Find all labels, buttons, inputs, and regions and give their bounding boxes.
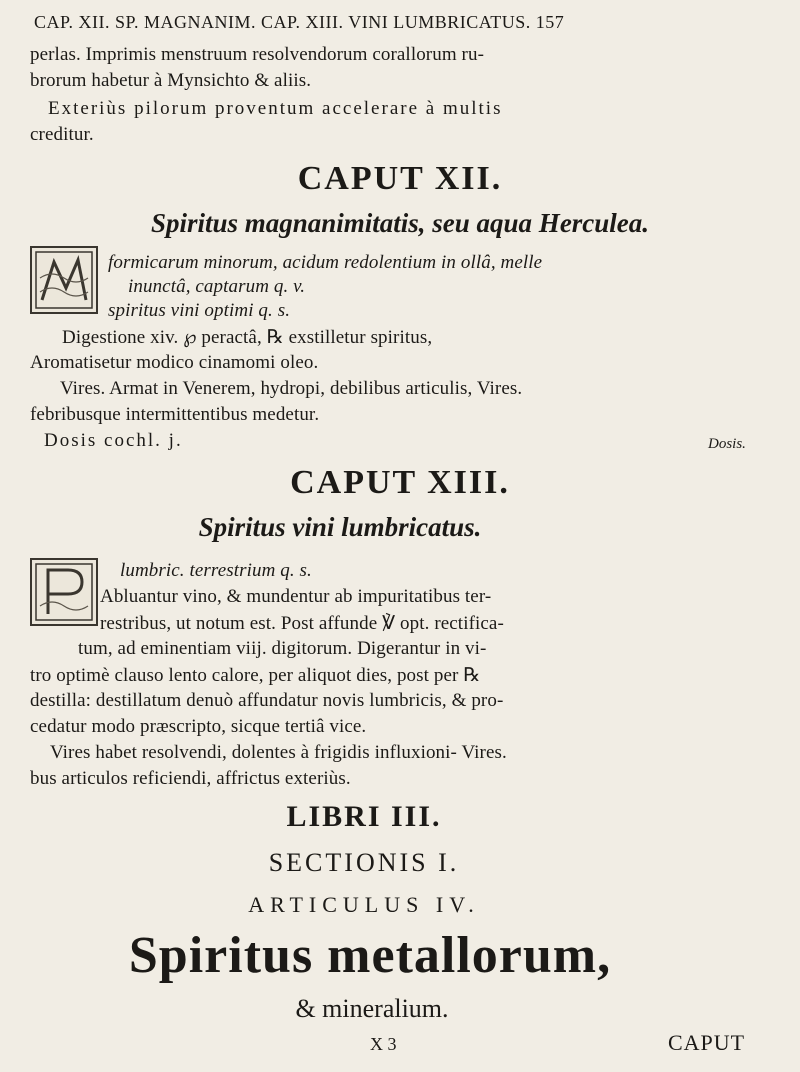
- chapter-heading-xii: CAPUT XII.: [297, 160, 503, 197]
- text-line: Abluantur vino, & mundentur ab impuritatibus ter-: [100, 586, 492, 607]
- text-line: Vires. Armat in Venerem, hydropi, debilibus articulis, Vires.: [60, 378, 523, 399]
- signature-mark: X 3: [370, 1034, 397, 1054]
- catchword: CAPUT: [668, 1030, 746, 1055]
- ingredient-line: spiritus vini optimi q. s.: [108, 300, 291, 321]
- text-line: perlas. Imprimis menstruum resolvendorum corallorum ru-: [30, 44, 485, 65]
- text-line: Exteriùs pilorum proventum accelerare à multis: [48, 98, 503, 119]
- main-title: Spiritus metallorum,: [128, 927, 612, 984]
- ingredient-line: lumbric. terrestrium q. s.: [120, 560, 312, 581]
- text-line: febribusque intermittentibus medetur.: [30, 404, 320, 425]
- book-heading: LIBRI III.: [286, 800, 442, 833]
- text-line: creditur.: [30, 124, 94, 145]
- text-line: restribus, ut notum est. Post affunde ℣ opt. rectifica-: [100, 613, 504, 634]
- text-line: Vires habet resolvendi, dolentes à frigidis influxioni- Vires.: [50, 742, 507, 763]
- text-line: Dosis cochl. j.: [44, 430, 183, 451]
- ingredient-line: inunctâ, captarum q. v.: [128, 276, 306, 297]
- text-line: destilla: destillatum denuò affundatur novis lumbricis, & pro-: [30, 690, 504, 711]
- margin-note-dosis: Dosis.: [708, 436, 746, 452]
- text-line: Digestione xiv. ℘ peractâ, ℞ exstilletur spiritus,: [62, 327, 433, 348]
- ingredient-line: formicarum minorum, acidum redolentium in ollâ, melle: [108, 252, 543, 273]
- running-head: CAP. XII. SP. MAGNANIM. CAP. XIII. VINI LUMBRICATUS. 157: [34, 12, 565, 32]
- chapter-title-xiii: Spiritus vini lumbricatus.: [198, 512, 482, 542]
- text-line: Aromatisetur modico cinamomi oleo.: [30, 352, 319, 373]
- text-line: tro optimè clauso lento calore, per aliquot dies, post per ℞: [30, 665, 481, 686]
- text-line: cedatur modo præscripto, sicque tertiâ vice.: [30, 716, 367, 737]
- subtitle-minerals: & mineralium.: [295, 994, 449, 1023]
- decorated-initial-icon: [30, 558, 98, 626]
- section-heading: SECTIONIS I.: [268, 848, 460, 877]
- chapter-title-xii: Spiritus magnanimitatis, seu aqua Herculea.: [150, 208, 650, 238]
- article-heading: ARTICULUS IV.: [248, 892, 480, 917]
- chapter-heading-xiii: CAPUT XIII.: [290, 464, 510, 501]
- text-line: bus articulos reficiendi, affrictus exteriùs.: [30, 768, 351, 789]
- text-line: brorum habetur à Mynsichto & aliis.: [30, 70, 312, 91]
- text-line: tum, ad eminentiam viij. digitorum. Digerantur in vi-: [78, 638, 487, 659]
- decorated-initial-icon: [30, 246, 98, 314]
